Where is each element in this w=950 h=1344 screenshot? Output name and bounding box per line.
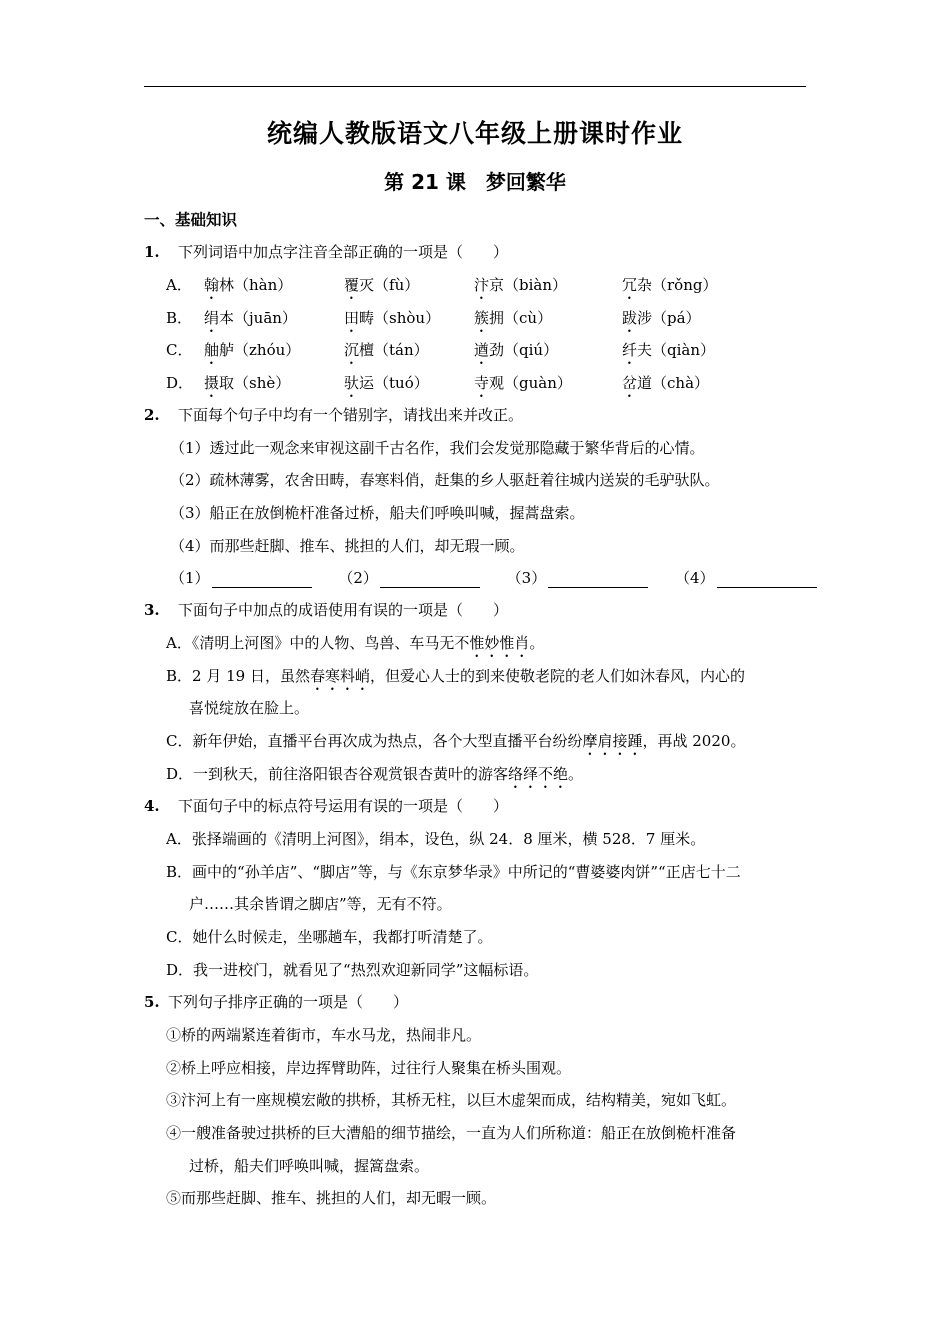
q5-sentence-2: ②桥上呼应相接，岸边挥臂助阵，过往行人聚集在桥头围观。 bbox=[166, 1059, 572, 1077]
option-text: D．一到秋天，前往洛阳银杏谷观赏银杏黄叶的游客 bbox=[166, 765, 509, 783]
q5-sentence-4-cont: 过桥，船夫们呼唤叫喊，握篙盘索。 bbox=[189, 1157, 430, 1175]
dotted-character: 簇 bbox=[474, 309, 490, 327]
answer-blank-3[interactable] bbox=[548, 571, 648, 588]
q4-option-a: A．张择端画的《清明上河图》，绢本，设色，纵 24．8 厘米，横 528．7 厘米。 bbox=[166, 830, 706, 848]
option-text: C．新年伊始，直播平台再次成为热点，各个大型直播平台纷纷 bbox=[166, 732, 583, 750]
option-text: ，再战 2020。 bbox=[642, 732, 746, 750]
pinyin-text: 京（biàn） bbox=[489, 276, 568, 294]
option-label: A． bbox=[166, 276, 192, 294]
blank-label: （2） bbox=[338, 569, 378, 587]
dotted-character: 跋 bbox=[622, 309, 638, 327]
answer-blank-1[interactable] bbox=[212, 571, 312, 588]
q2-item-3: （3）船正在放倒桅杆准备过桥，船夫们呼唤叫喊，握蒿盘索。 bbox=[170, 504, 585, 522]
pinyin-item bbox=[622, 308, 701, 336]
pinyin-item bbox=[204, 308, 297, 336]
q5-sentence-1: ①桥的两端紧连着街市，车水马龙，热闹非凡。 bbox=[166, 1026, 482, 1044]
q3-option-a bbox=[166, 633, 544, 661]
option-label: D． bbox=[166, 374, 194, 392]
option-label: C． bbox=[166, 341, 193, 359]
lesson-title: 第 21 课 梦回繁华 bbox=[384, 170, 566, 194]
pinyin-text: 拥（cù） bbox=[489, 309, 553, 327]
q5-sentence-3: ③汴河上有一座规模宏敞的拱桥，其桥无柱，以巨木虚架而成，结构精美，宛如飞虹。 bbox=[166, 1091, 737, 1109]
dotted-character: 摄 bbox=[204, 374, 220, 392]
pinyin-text: 舻（zhóu） bbox=[219, 341, 301, 359]
blank-label: （4） bbox=[674, 569, 715, 587]
question-number: 3. bbox=[144, 601, 160, 619]
pinyin-text: 畴（shòu） bbox=[359, 309, 441, 327]
answer-blank-4[interactable] bbox=[717, 571, 817, 588]
header-rule bbox=[144, 86, 806, 87]
dotted-character: 沉 bbox=[344, 341, 360, 359]
blank-label: （1） bbox=[170, 569, 210, 587]
pinyin-text: 檀（tán） bbox=[359, 341, 429, 359]
pinyin-item bbox=[204, 275, 292, 303]
question-1 bbox=[144, 242, 508, 262]
q2-item-2: （2）疏林薄雾，农舍田畴，春寒料俏，赶集的乡人驱赶着往城内送炭的毛驴驮队。 bbox=[170, 471, 720, 489]
pinyin-item bbox=[204, 340, 300, 368]
pinyin-item bbox=[622, 275, 717, 303]
question-stem: 下面句子中加点的成语使用有误的一项是（ ） bbox=[178, 601, 509, 619]
question-stem: 下列词语中加点字注音全部正确的一项是（ ） bbox=[178, 243, 509, 261]
pinyin-item bbox=[344, 275, 419, 303]
pinyin-item bbox=[622, 340, 715, 368]
emphasized-idiom: 春寒料峭 bbox=[309, 667, 370, 685]
pinyin-item bbox=[474, 373, 572, 401]
pinyin-text: 林（hàn） bbox=[219, 276, 293, 294]
pinyin-text: 杂（rǒng） bbox=[637, 276, 718, 294]
pinyin-item bbox=[474, 340, 558, 368]
pinyin-text: 涉（pá） bbox=[637, 309, 701, 327]
pinyin-text: 观（guàn） bbox=[489, 374, 572, 392]
blank-label: （3） bbox=[506, 569, 547, 587]
q4-option-b: B．画中的“孙羊店”、“脚店”等，与《东京梦华录》中所记的“曹婆婆肉饼”“正店七十二 bbox=[166, 863, 741, 881]
question-number: 5. bbox=[144, 993, 160, 1011]
dotted-character: 驮 bbox=[344, 374, 360, 392]
pinyin-item bbox=[344, 340, 429, 368]
question-number: 4. bbox=[144, 797, 160, 815]
option-text: A．《清明上河图》中的人物、鸟兽、车马无不 bbox=[166, 634, 470, 652]
pinyin-text: 本（juān） bbox=[219, 309, 297, 327]
dotted-character: 汴 bbox=[474, 276, 490, 294]
dotted-character: 冗 bbox=[622, 276, 638, 294]
pinyin-text: 道（chà） bbox=[637, 374, 710, 392]
question-2 bbox=[144, 405, 523, 425]
option-label: B． bbox=[166, 309, 193, 327]
option-text: 。 bbox=[529, 634, 545, 652]
q3-option-c bbox=[166, 731, 745, 759]
q3-option-d bbox=[166, 764, 583, 792]
pinyin-text: 劲（qiú） bbox=[489, 341, 559, 359]
q4-option-c: C．她什么时候走，坐哪趟车，我都打听清楚了。 bbox=[166, 928, 493, 946]
q2-item-1: （1）透过此一观念来审视这副千古名作，我们会发觉那隐藏于繁华背后的心情。 bbox=[170, 439, 705, 457]
emphasized-idiom: 络绎不绝 bbox=[508, 765, 569, 783]
dotted-character: 绢 bbox=[204, 309, 220, 327]
pinyin-item bbox=[344, 373, 429, 401]
dotted-character: 舳 bbox=[204, 341, 220, 359]
q3-option-b bbox=[166, 666, 745, 694]
q4-option-b-cont: 户……其余皆谓之脚店”等，无有不符。 bbox=[189, 895, 452, 913]
dotted-character: 纤 bbox=[622, 341, 638, 359]
q5-sentence-4: ④一艘准备驶过拱桥的巨大漕船的细节描绘，一直为人们所称道：船正在放倒桅杆准备 bbox=[166, 1124, 737, 1142]
question-number: 2. bbox=[144, 406, 160, 424]
question-number: 1. bbox=[144, 243, 160, 261]
q3-option-b-cont: 喜悦绽放在脸上。 bbox=[189, 699, 310, 717]
q4-option-d: D．我一进校门，就看见了“热烈欢迎新同学”这幅标语。 bbox=[166, 961, 539, 979]
question-4 bbox=[144, 796, 508, 816]
emphasized-idiom: 惟妙惟肖 bbox=[469, 634, 530, 652]
question-stem: 下面每个句子中均有一个错别字，请找出来并改正。 bbox=[178, 406, 524, 424]
option-text: 。 bbox=[568, 765, 584, 783]
option-text: B．2 月 19 日，虽然 bbox=[166, 667, 310, 685]
pinyin-text: 运（tuó） bbox=[359, 374, 429, 392]
dotted-character: 覆 bbox=[344, 276, 360, 294]
dotted-character: 岔 bbox=[622, 374, 638, 392]
dotted-character: 田 bbox=[344, 309, 360, 327]
dotted-character: 遒 bbox=[474, 341, 490, 359]
emphasized-idiom: 摩肩接踵 bbox=[582, 732, 643, 750]
pinyin-text: 取（shè） bbox=[219, 374, 291, 392]
pinyin-item bbox=[474, 275, 567, 303]
question-5 bbox=[144, 992, 408, 1012]
question-stem: 下面句子中的标点符号运用有误的一项是（ ） bbox=[178, 797, 509, 815]
q5-sentence-5: ⑤而那些赶脚、推车、挑担的人们，却无暇一顾。 bbox=[166, 1189, 497, 1207]
pinyin-text: 夫（qiàn） bbox=[637, 341, 716, 359]
page-title: 统编人教版语文八年级上册课时作业 bbox=[266, 119, 683, 148]
pinyin-text: 灭（fù） bbox=[359, 276, 420, 294]
q2-item-4: （4）而那些赶脚、推车、挑担的人们，却无瑕一顾。 bbox=[170, 537, 525, 555]
question-3 bbox=[144, 600, 508, 620]
question-stem: 下列句子排序正确的一项是（ ） bbox=[168, 993, 409, 1011]
pinyin-item bbox=[344, 308, 440, 336]
pinyin-item bbox=[474, 308, 552, 336]
dotted-character: 寺 bbox=[474, 374, 490, 392]
pinyin-item bbox=[204, 373, 290, 401]
section-heading: 一、基础知识 bbox=[144, 211, 238, 229]
answer-blanks bbox=[170, 568, 817, 588]
dotted-character: 翰 bbox=[204, 276, 220, 294]
option-text: ，但爱心人士的到来使敬老院的老人们如沐春风，内心的 bbox=[369, 667, 745, 685]
answer-blank-2[interactable] bbox=[380, 571, 480, 588]
pinyin-item bbox=[622, 373, 709, 401]
